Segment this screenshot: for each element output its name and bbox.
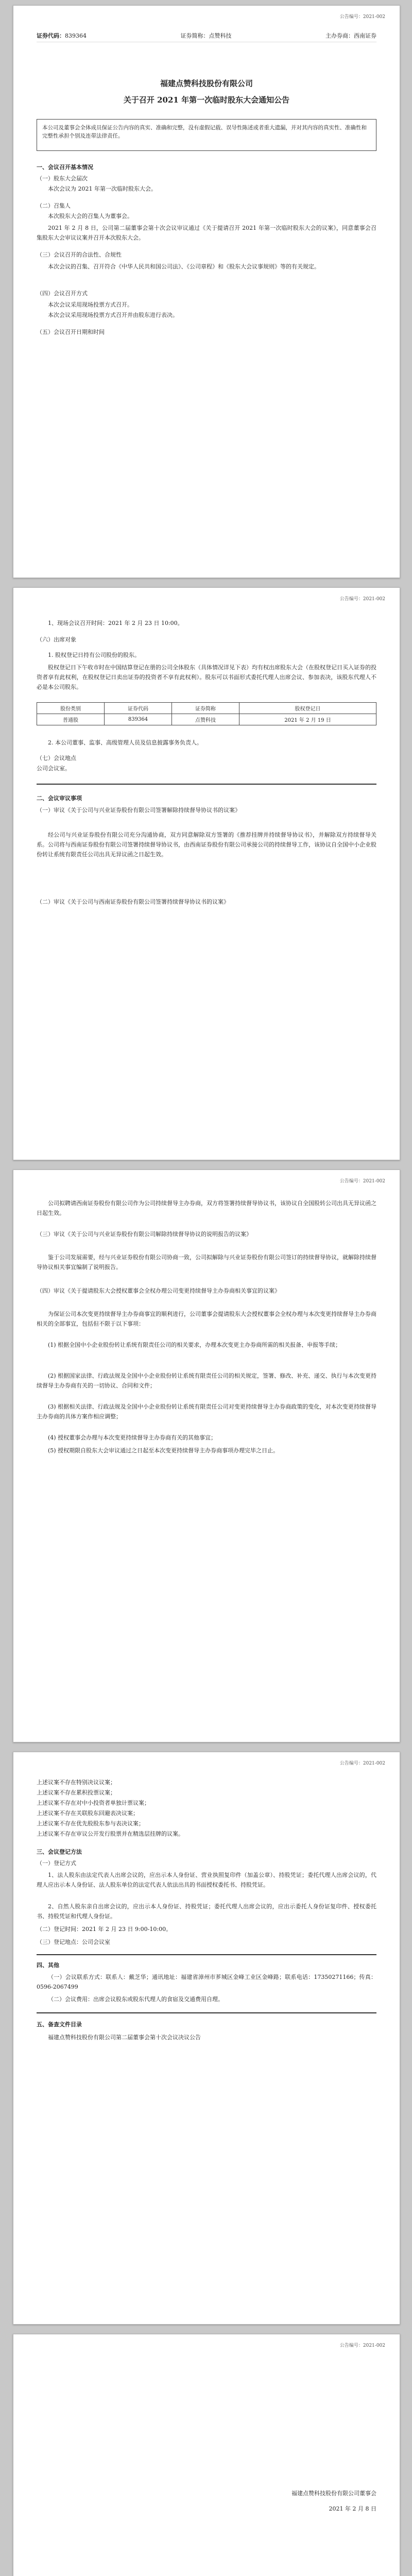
- company-title: 福建点赞科技股份有限公司: [160, 79, 253, 88]
- location-heading: （七）会议地点: [37, 755, 76, 761]
- security-short-name: 点赞科技: [209, 32, 232, 39]
- col-share-type: 股份类别: [37, 703, 105, 714]
- motion-1-detail: 经公司与兴业证券股份有限公司充分沟通协商，双方同意解除双方签署的《推荐挂牌并持续督导协议书》，并解除双方持续督导关系。公司将与西南证券股份有限公司签署持续督导协议书，由西南证券股份有限公司承接公司的持续督导工作，该协议自全国中小企业股份转让系统有限责任公司出具无异议函之日起生效。: [37, 832, 376, 858]
- motion-3-detail: 鉴于公司发展需要，经与兴业证券股份有限公司协商一致，公司拟解除与兴业证券股份有限公司签订的持续督导协议，就解除持续督导协议相关事宜编制了说明报告。: [37, 1254, 376, 1270]
- code-label: 证券代码：: [37, 32, 65, 39]
- registration-table: [37, 702, 376, 725]
- meeting-time: 1、现场会议召开时间：2021 年 2 月 23 日 10:00。: [48, 620, 183, 626]
- motion-note-4: 上述议案不存在关联股东回避表决议案；: [37, 1810, 139, 1817]
- motion-2-detail: 公司拟聘请西南证券股份有限公司作为公司持续督导主办券商，双方将签署持续督导协议书，该协议自全国股转公司出具无异议函之日起生效。: [37, 1200, 376, 1216]
- cell: 839364: [105, 714, 172, 725]
- motion-note-5: 上述议案不存在优先股股东参与表决议案；: [37, 1820, 144, 1827]
- signature-company: 福建点赞科技股份有限公司董事会: [291, 2490, 376, 2497]
- notice-title: 关于召开 2021 年第一次临时股东大会通知公告: [123, 95, 290, 105]
- meeting-costs: （二）会议费用：出席会议股东或股东代理人的食宿及交通费用自理。: [48, 1996, 224, 2003]
- section-4: 四、其他: [37, 1962, 59, 1969]
- broker-name: 西南证券: [354, 32, 376, 39]
- s1-4-a: 本次会议采用现场投票方式召开。: [48, 301, 133, 308]
- disclaimer-box: 本公司及董事会全体成员保证公告内容的真实、准确和完整，没有虚假记载、误导性陈述或者重大遗漏，并对其内容的真实性、准确性和完整性承担个别及连带法律责任。: [37, 119, 376, 151]
- motion-4-item-5: (5) 授权期限自股东大会审议通过之日起至本次变更持续督导主办券商事项办理完毕之日止。: [48, 1447, 279, 1454]
- registration-place: （三）登记地点：公司会议室: [37, 1939, 110, 1945]
- s1-2-text: 本次股东大会的召集人为董事会。: [48, 213, 133, 219]
- motion-note-3: 上述议案不存在对中小投资者单独计票议案；: [37, 1800, 150, 1806]
- s1-4-heading: （四）会议召开方式: [37, 290, 88, 297]
- s1-4-b: 本次会议采用现场投票方式召开并由股东进行表决。: [48, 312, 178, 318]
- page-number: 公告编号：2021-002: [339, 1179, 385, 1184]
- motion-note-6: 上述议案不存在审议公开发行股票并在精选层挂牌的议案。: [37, 1831, 184, 1837]
- signature-date: 2021 年 2 月 8 日: [329, 2505, 376, 2512]
- s1-3-text: 本次会议的召集、召开符合《中华人民共和国公司法》、《公司章程》和《股东大会议事规则》等的有关规定。: [48, 263, 320, 270]
- divider: [37, 2012, 376, 2013]
- section-3: 三、会议登记方法: [37, 1849, 82, 1855]
- table-row: [37, 714, 376, 725]
- cell: 点赞科技: [172, 714, 239, 725]
- broker-label: 主办券商：: [325, 32, 354, 39]
- s1-3-heading: （三）会议召开的合法性、合规性: [37, 251, 122, 258]
- registration-method-2: 2、自然人股东亲自出席会议的，应出示本人身份证、持股凭证；委托代理人出席会议的，应出示委托人身份证复印件、授权委托书、持股凭证和代理人身份证。: [37, 1903, 376, 1920]
- motion-4-item-4: (4) 授权董事会办理与本次变更持续督导主办券商有关的其他事宜；: [48, 1434, 217, 1441]
- motion-4-detail: 为保证公司本次变更持续督导主办券商事宜的顺利进行，公司董事会提请股东大会授权董事会全权办理与本次变更持续督导主办券商相关的全部事宜，包括但不限于以下事项：: [37, 1311, 376, 1327]
- attendees-1: 1. 股权登记日持有公司股份的股东。: [48, 652, 140, 658]
- cell: 2021 年 2 月 19 日: [239, 714, 376, 725]
- page-number: 公告编号：2021-002: [339, 14, 385, 20]
- section-2: 二、会议审议事项: [37, 795, 82, 802]
- reference-doc: 福建点赞科技股份有限公司第二届董事会第十次会议决议公告: [48, 2034, 201, 2041]
- cell: 普通股: [37, 714, 105, 725]
- page-number: 公告编号：2021-002: [339, 1761, 385, 1766]
- securities-header: [37, 30, 376, 42]
- s1-2-paragraph: 2021 年 2 月 8 日，公司第二届董事会第十次会议审议通过《关于提请召开 2021 年第一次临时股东大会的议案》，同意董事会召集股东大会审议议案并召开本次股东大会。: [37, 225, 376, 241]
- page-4: [13, 1752, 400, 2325]
- attendees-heading: （六）出席对象: [37, 636, 76, 643]
- registration-time: （二）登记时间：2021 年 2 月 23 日 9:00-10:00。: [37, 1926, 172, 1933]
- registration-method-1: 1、法人股东由法定代表人出席会议的，应出示本人身份证、营业执照复印件（加盖公章）、持股凭证；委托代理人出席会议的，代理人应出示本人身份证、法人股东单位的法定代表人依法出具的书面授权委托书、持股凭证。: [37, 1872, 376, 1888]
- col-short: 证券简称: [172, 703, 239, 714]
- s1-1-heading: （一）股东大会届次: [37, 175, 88, 182]
- attendees-2: 2. 本公司董事、监事、高级管理人员及信息披露事务负责人。: [48, 739, 202, 746]
- motion-4-item-2: (2) 根据国家法律、行政法规及全国中小企业股份转让系统有限责任公司的相关规定，签署、修改、补充、递交、执行与本次变更持续督导主办券商有关的一切协议、合同和文件；: [37, 1372, 376, 1389]
- divider: [37, 784, 376, 785]
- col-record-date: 股权登记日: [239, 703, 376, 714]
- registration-method-heading: （一）登记方式: [37, 1860, 76, 1867]
- page-1: [13, 5, 400, 578]
- security-code: 839364: [65, 32, 87, 39]
- section-1: 一、会议召开基本情况: [37, 164, 93, 171]
- motion-note-1: 上述议案不存在特别决议议案；: [37, 1779, 116, 1786]
- page-number: 公告编号：2021-002: [339, 2343, 385, 2348]
- page-5: [13, 2334, 400, 2576]
- s1-2-heading: （二）召集人: [37, 202, 71, 209]
- col-code: 证券代码: [105, 703, 172, 714]
- attendees-1-detail: 股权登记日下午收市时在中国结算登记在册的公司全体股东（具体情况详见下表）均有权出席股东大会（在股权登记日买入证券的投资者享有此权利，在股权登记日卖出证券的投资者不享有此权利）。股东可以书面形式委托代理人出席会议、参加表决，该股东代理人不必是本公司股东。: [37, 664, 376, 690]
- location: 公司会议室。: [37, 765, 71, 772]
- s1-1-text: 本次会议为 2021 年第一次临时股东大会。: [48, 185, 157, 192]
- page-number: 公告编号：2021-002: [339, 597, 385, 602]
- motion-3: （三）审议《关于公司与兴业证券股份有限公司解除持续督导协议的说明报告的议案》: [37, 1231, 252, 1238]
- divider: [37, 1954, 376, 1955]
- motion-2: （二）审议《关于公司与西南证券股份有限公司签署持续督导协议书的议案》: [37, 899, 229, 905]
- motion-note-2: 上述议案不存在累积投票议案；: [37, 1789, 116, 1796]
- section-5: 五、备查文件目录: [37, 2021, 82, 2028]
- motion-4: （四）审议《关于提请股东大会授权董事会全权办理公司变更持续督导主办券商相关事宜的议案》: [37, 1287, 280, 1294]
- motion-4-item-3: (3) 根据相关法律、行政法规及全国中小企业股份转让系统有限责任公司对变更持续督导主办券商政策的变化，对本次变更持续督导主办券商的具体方案作相应调整；: [37, 1403, 376, 1420]
- motion-4-item-1: (1) 根据全国中小企业股份转让系统有限责任公司的相关要求，办理本次变更主办券商所需的相关报备、申报等手续；: [48, 1342, 341, 1348]
- contact-info: （一）会议联系方式：联系人：戴芝华；通讯地址：福建省漳州市芗城区金峰工业区金峰路；联系电话：17350271166；传真：0596-2067499: [37, 1974, 376, 1990]
- page-3: [13, 1170, 400, 1742]
- motion-1: （一）审议《关于公司与兴业证券股份有限公司签署解除持续督导协议书的议案》: [37, 807, 241, 814]
- s1-5-heading: （五）会议召开日期和时间: [37, 329, 105, 335]
- page-2: [13, 587, 400, 1160]
- short-label: 证券简称：: [180, 32, 209, 39]
